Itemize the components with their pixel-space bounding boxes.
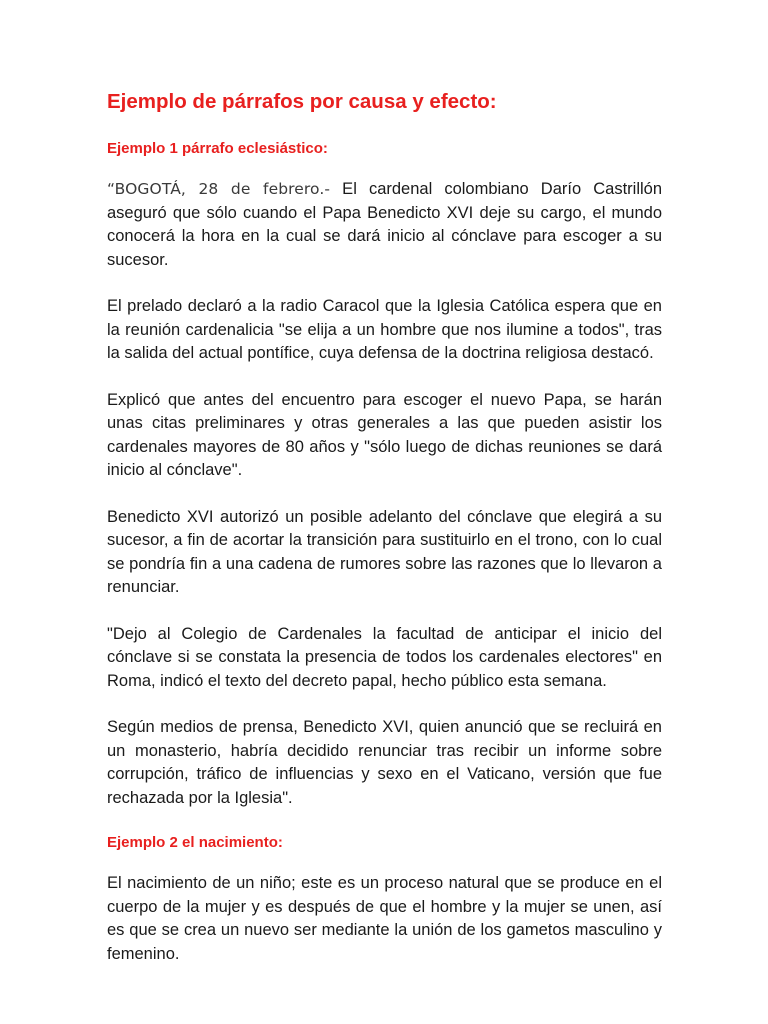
paragraph-1 (107, 178, 662, 272)
section-heading-example-1: Ejemplo 1 párrafo eclesiástico: (107, 140, 328, 157)
paragraph-5: "Dejo al Colegio de Cardenales la facultad de anticipar el inicio del cónclave si se constata la presencia de todos los cardenales electores" en Roma, indicó el texto del decreto papal, hecho público esta semana. (107, 624, 662, 690)
document-title: Ejemplo de párrafos por causa y efecto: (107, 90, 497, 113)
paragraph-3: Explicó que antes del encuentro para escoger el nuevo Papa, se harán unas citas preliminares y otras generales a las que pueden asistir los cardenales mayores de 80 años y "sólo luego de dichas reuniones se dará inicio al cónclave". (107, 390, 662, 479)
dateline: “BOGOTÁ, 28 de febrero.- (107, 180, 331, 198)
paragraph-4: Benedicto XVI autorizó un posible adelanto del cónclave que elegirá a su sucesor, a fin de acortar la transición para sustituirlo en el trono, con lo cual se pondría fin a una cadena de rumores sobre las razones que lo llevaron a renunciar. (107, 507, 662, 596)
paragraph-2: El prelado declaró a la radio Caracol que la Iglesia Católica espera que en la reunión cardenalicia "se elija a un hombre que nos ilumine a todos", tras la salida del actual pontífice, cuya defensa de la doctrina religiosa destacó. (107, 297, 662, 362)
paragraph-6: Según medios de prensa, Benedicto XVI, quien anunció que se recluirá en un monasterio, habría decidido renunciar tras recibir un informe sobre corrupción, tráfico de influencias y sexo en el Vaticano, versión que fue rechazada por la Iglesia". (107, 718, 662, 807)
paragraph-7: El nacimiento de un niño; este es un proceso natural que se produce en el cuerpo de la mujer y es después de que el hombre y la mujer se unen, así es que se crea un nuevo ser mediante la unión de los gametos masculino y femenino. (107, 874, 662, 963)
document-body (107, 88, 662, 989)
paragraph-1-text: El cardenal colombiano Darío Castrillón aseguró que sólo cuando el Papa Benedicto XVI deje su cargo, el mundo conocerá la hora en la cual se dará inicio al cónclave para escoger a su sucesor. (107, 180, 663, 269)
section-heading-example-2: Ejemplo 2 el nacimiento: (107, 834, 283, 851)
